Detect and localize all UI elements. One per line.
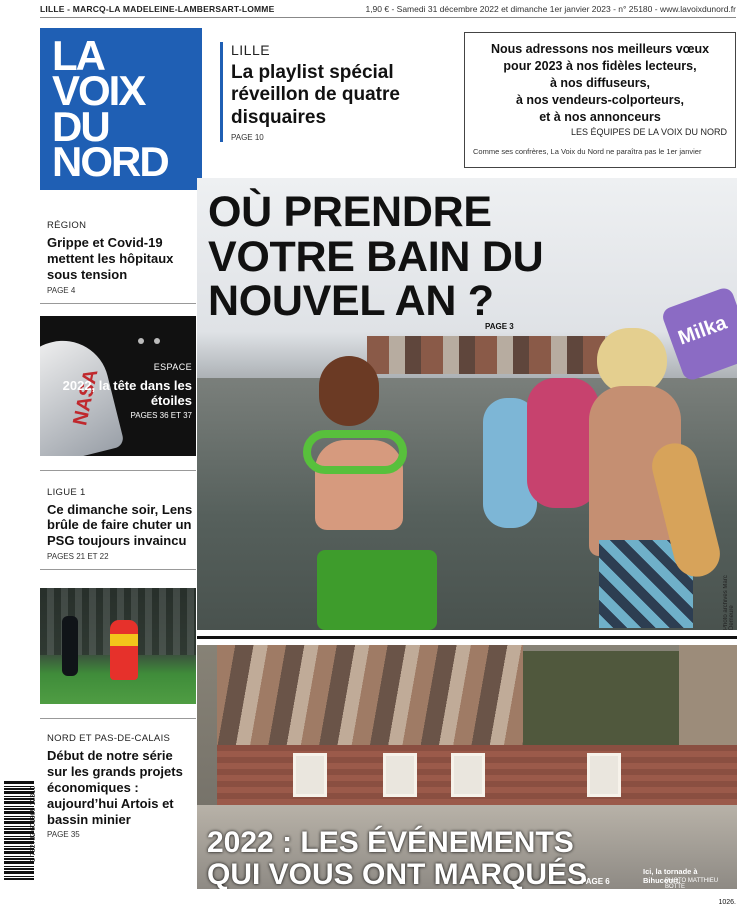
wishes-line: Nous adressons nos meilleurs vœux [490, 42, 710, 56]
wishes-line: et à nos annonceurs [539, 109, 661, 124]
window [451, 753, 485, 797]
logo-line-4: NORD [52, 137, 168, 185]
story-page: PAGES 21 ET 22 [47, 552, 109, 562]
section-divider [197, 636, 737, 639]
wishes-line: pour 2023 à nos fidèles lecteurs, [503, 58, 697, 73]
second-headline-line-1: 2022 : LES ÉVÉNEMENTS [207, 826, 574, 859]
second-photo-credit: PHOTO MATTHIEU BOTTE [665, 878, 719, 889]
wishes-line: à nos vendeurs-colporteurs, [515, 92, 685, 107]
story-kicker: NORD ET PAS-DE-CALAIS [47, 733, 171, 745]
moon-dot [138, 338, 144, 344]
space-page: PAGES 36 ET 37 [130, 411, 192, 421]
story-title: Ce dimanche soir, Lens brûle de faire chuter un PSG toujours invaincu [47, 501, 193, 549]
football-photo [40, 588, 196, 704]
photo-credit: Photo archives Marc Demeure [723, 575, 735, 630]
barcode-number: 3 782782 601909 12310 [30, 786, 37, 862]
player-figure [110, 620, 138, 680]
man-head [597, 328, 667, 394]
wishes-signature: LES ÉQUIPES DE LA VOIX DU NORD [570, 127, 727, 138]
wishes-line: à nos diffuseurs, [549, 75, 651, 90]
page-code: 1026. [718, 899, 736, 906]
milka-sign: Milka [660, 286, 737, 383]
story-page: PAGE 35 [47, 830, 80, 840]
masthead-strip [40, 0, 736, 18]
window [383, 753, 417, 797]
second-headline [207, 827, 587, 889]
new-year-wishes-box [464, 32, 736, 168]
logo-line-3: DU [52, 102, 109, 150]
grass-skirt [317, 550, 437, 630]
flower-lei [303, 430, 407, 474]
sidebar-story-football[interactable] [40, 470, 196, 571]
left-sidebar [40, 196, 196, 847]
nasa-logo-text: NASA [69, 366, 103, 427]
second-story-photo[interactable] [197, 645, 737, 889]
issue-info: 1,90 € - Samedi 31 décembre 2022 et dimanche 1er janvier 2023 - n° 25180 - www.lavoixdunord.fr [365, 3, 736, 14]
space-photo-block[interactable] [40, 316, 196, 456]
moon-dot [154, 338, 160, 344]
referee-figure [62, 616, 78, 676]
lead-page: PAGE 3 [485, 322, 514, 331]
lead-story-photo[interactable] [197, 178, 737, 630]
teaser-kicker: LILLE [231, 42, 271, 58]
wishes-note: Comme ses confrères, La Voix du Nord ne paraîtra pas le 1er janvier [473, 147, 702, 157]
sidebar-story-region[interactable] [40, 196, 196, 304]
lead-headline: OÙ PRENDRE VOTRE BAIN DU NOUVEL AN ? [208, 188, 544, 326]
logo-line-2: VOIX [52, 67, 145, 115]
wishes-lines [473, 41, 727, 125]
second-page: PAGE 6 [581, 877, 610, 886]
second-caption: Ici, la tornade à Bihucourt. [643, 867, 698, 885]
story-page: PAGE 4 [47, 285, 76, 295]
sidebar-story-economy[interactable] [40, 718, 196, 847]
story-kicker: LIGUE 1 [47, 486, 86, 498]
woman-head [319, 356, 379, 426]
space-title: 2022, la tête dans les étoiles [62, 377, 192, 408]
edition-cities: LILLE - MARCQ-LA MADELEINE-LAMBERSART-LOMME [40, 3, 275, 14]
top-teaser [220, 42, 450, 142]
story-kicker: RÉGION [47, 220, 87, 231]
second-headline-line-2: QUI VOUS ONT MARQUÉS [207, 857, 588, 889]
space-kicker: ESPACE [153, 361, 192, 372]
window [293, 753, 327, 797]
teaser-page: PAGE 10 [231, 133, 264, 143]
logo-line-1: LA [52, 32, 104, 79]
newspaper-logo [40, 28, 202, 190]
story-title: Début de notre série sur les grands projets économiques : aujourd’hui Artois et bassin minier [47, 748, 183, 827]
teaser-headline: La playlist spécial réveillon de quatre disquaires [231, 62, 400, 128]
window [587, 753, 621, 797]
space-caption [40, 362, 192, 421]
story-title: Grippe et Covid-19 mettent les hôpitaux sous tension [47, 235, 174, 282]
